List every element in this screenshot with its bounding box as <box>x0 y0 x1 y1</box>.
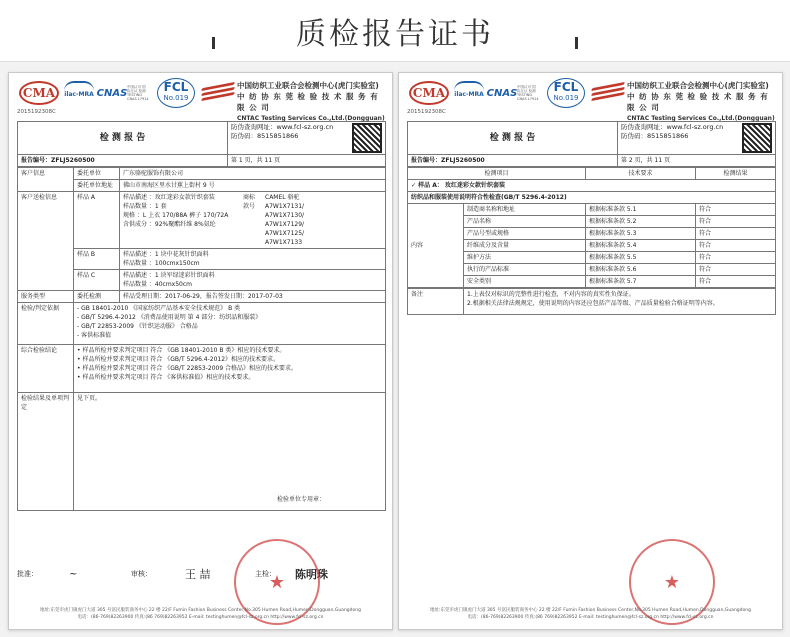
client-value: 广东骆驼服饰有限公司 <box>120 168 386 180</box>
result-value: 符合 <box>696 240 776 252</box>
cert-number: 2015192308C <box>17 109 56 115</box>
result-row <box>408 216 776 228</box>
sample-c-details: 样品描述 ：1 块军绿迷彩针织面料 样品数量 ：40cmx50cm <box>120 270 386 291</box>
cma-logo: CMA <box>19 81 59 105</box>
report-table-2 <box>407 121 776 167</box>
remark-label: 备注 <box>408 289 464 315</box>
remark-table <box>407 288 776 315</box>
result-row <box>408 240 776 252</box>
result-req: 根据标准条款 5.5 <box>586 252 696 264</box>
banner <box>0 0 790 62</box>
result-req: 根据标准条款 5.4 <box>586 240 696 252</box>
report-title: 检 测 报 告 <box>408 122 618 155</box>
seal-label: 检验单位专用章： <box>276 496 325 503</box>
approver-label: 批准： <box>17 570 38 578</box>
page-number: 第 2 页，共 11 页 <box>618 155 776 167</box>
report-page-2 <box>398 72 783 630</box>
result-row <box>408 264 776 276</box>
signature-row <box>17 563 384 585</box>
ilac-logo: ilac-MRA <box>454 81 484 105</box>
cert-number: 2015192308C <box>407 109 446 115</box>
qr-code <box>742 123 772 153</box>
service-value: 委托检测 <box>74 291 120 303</box>
org-name: 中国纺织工业联合会检测中心(虎门实验室) 中 纺 协 东 莞 检 验 技 术 服 务 有 限 公 司 CNTAC Testing Services Co.,Ltd.(Dongguan) <box>237 81 385 122</box>
content-label: 内容 <box>408 204 464 288</box>
stripes-logo <box>591 81 625 105</box>
client-info-label: 客户信息 <box>18 168 74 192</box>
tester-label: 主检： <box>255 570 276 578</box>
result-item: 产品号型或规格 <box>464 228 586 240</box>
cnas-logo: CNAS <box>486 87 518 99</box>
service-label: 服务类型 <box>18 291 74 303</box>
official-stamp: ★ <box>234 539 320 625</box>
report-header-2 <box>399 73 782 121</box>
page-number: 第 1 页，共 11 页 <box>228 155 386 167</box>
reviewer-signature: 王 喆 <box>185 568 211 581</box>
report-table <box>17 121 386 167</box>
fcl-logo: FCL No.019 <box>157 78 195 108</box>
result-row <box>408 228 776 240</box>
dates-value: 样品受理日期：2017-06-29，报告签发日期：2017-07-03 <box>120 291 386 303</box>
result-req: 根据标准条款 5.2 <box>586 216 696 228</box>
org-name: 中国纺织工业联合会检测中心(虎门实验室) 中 纺 协 东 莞 检 验 技 术 服 务 有 限 公 司 CNTAC Testing Services Co.,Ltd.(Dongguan) <box>627 81 775 122</box>
report-number: 报告编号：ZFLJ5260500 <box>18 155 228 167</box>
col-result-header: 检测结果 <box>696 168 776 180</box>
approver-signature: ~ <box>69 568 78 580</box>
result-req: 根据标准条款 5.6 <box>586 264 696 276</box>
reviewer-label: 审核： <box>131 570 152 578</box>
result-value: 符合 <box>696 204 776 216</box>
result-table <box>407 167 776 288</box>
result-item: 执行的产品标准 <box>464 264 586 276</box>
testing-mark: 中国认可 国际互认 检测 TESTING CNAS L7914 <box>517 85 539 101</box>
sample-a-label: 样品 A <box>74 192 120 249</box>
result-value: 符合 <box>696 264 776 276</box>
basis-label: 检验/判定依据 <box>18 303 74 345</box>
result-value: 符合 <box>696 252 776 264</box>
result-cell: 见下页。 检验单位专用章： <box>74 393 386 511</box>
conclusion-label: 综合检验结论 <box>18 345 74 393</box>
result-row <box>408 276 776 288</box>
result-label: 检验结果及单项判定 <box>18 393 74 511</box>
sample-b-details: 样品描述 ：1 块中花灰针织面料 样品数量 ：100cmx150cm <box>120 249 386 270</box>
banner-mark-right <box>575 37 578 49</box>
result-req: 根据标准条款 5.3 <box>586 228 696 240</box>
qr-code <box>352 123 382 153</box>
col-req-header: 技术要求 <box>586 168 696 180</box>
sample-a-details: 样品描述 ：玫红迷彩女款针织套装 样品数量 ：1 套 规格 ：L 上衣 170/88A 裤子 170/72A 含供成分 ：92%聚酯纤维 8%氨纶 商标 款号 CAMEL 骆驼 A7W1X7131/ A7W1X7130/ A7W1X7129/ A7W1X7125/ A7W1X7133 <box>120 192 386 249</box>
report-header <box>9 73 392 121</box>
tester-signature: 陈明珠 <box>295 568 328 581</box>
report-title: 检 测 报 告 <box>18 122 228 155</box>
query-info: 防伪查询网址：www.fcl-sz.org.cn 防伪码：8515851866 <box>618 122 776 155</box>
official-stamp: ★ <box>629 539 715 625</box>
certificate-stage <box>0 62 790 637</box>
client-table <box>17 167 386 511</box>
section-title: 纺织品和服装使用说明符合性检查(GB/T 5296.4-2012) <box>408 192 776 204</box>
result-row <box>408 204 776 216</box>
result-item: 安全类别 <box>464 276 586 288</box>
report-number: 报告编号：ZFLJ5260500 <box>408 155 618 167</box>
sample-info-label: 客户送检信息 <box>18 192 74 291</box>
report-page-1 <box>8 72 393 630</box>
client-label: 委托单位 <box>74 168 120 180</box>
sample-c-label: 样品 C <box>74 270 120 291</box>
testing-mark: 中国认可 国际互认 检测 TESTING CNAS L7914 <box>127 85 149 101</box>
footer: 地址:东莞市虎门镇虎门大道 305 号富民服装商务中心 22 楼 22/F Fumin Fashion Business Center,No.305 Humen Road,Humen,Dongguan,Guangdong 电话：(86-769)82263900 传真:(86 769)82263952 E-mail: testinghumen@fcl-sz.org.cn http://www.fcl-sz.org.cn <box>40 608 361 620</box>
query-info: 防伪查询网址：www.fcl-sz.org.cn 防伪码：8515851866 <box>228 122 386 155</box>
col-item-header: 检测项目 <box>408 168 586 180</box>
result-req: 根据标准条款 5.7 <box>586 276 696 288</box>
result-req: 根据标准条款 5.1 <box>586 204 696 216</box>
footer: 地址:东莞市虎门镇虎门大道 305 号富民服装商务中心 22 楼 22/F Fumin Fashion Business Center,No.305 Humen Road,Humen,Dongguan,Guangdong 电话：(86-769)82263900 传真:(86 769)82263952 E-mail: testinghumen@fcl-sz.org.cn http://www.fcl-sz.org.cn <box>430 608 751 620</box>
client-addr-label: 委托单位地址 <box>74 180 120 192</box>
cma-logo: CMA <box>409 81 449 105</box>
result-item: 产品名称 <box>464 216 586 228</box>
ilac-logo: ilac-MRA <box>64 81 94 105</box>
result-item: 维护方法 <box>464 252 586 264</box>
result-value: 符合 <box>696 228 776 240</box>
remark-text: 1.上表仅对标识的完整性进行检查，不对内容的真实性负保证。 2.根据相关法律法规规定，使用说明的内容还应包括产品等级、产品质量检验合格证明等内容。 <box>464 289 776 315</box>
result-item: 制造商名称和地址 <box>464 204 586 216</box>
result-value: 符合 <box>696 276 776 288</box>
sample-row: ✓ 样品 A： 玫红迷彩女款针织套装 <box>408 180 776 192</box>
banner-title: 质检报告证书 <box>296 17 494 52</box>
basis-list: - GB 18401-2010 《国家纺织产品基本安全技术规范》 B 类 - GB/T 5296.4-2012 《消费品使用说明 第 4 部分：纺织品和服装》 - GB/T 22853-2009 《针织运动服》 合格品 - 客供标准值 <box>74 303 386 345</box>
cnas-logo: CNAS <box>96 87 128 99</box>
client-addr-value: 佛山市南海区里水甘蕉上街村 9 号 <box>120 180 386 192</box>
stripes-logo <box>201 81 235 105</box>
result-item: 纤维成分及含量 <box>464 240 586 252</box>
result-value: 符合 <box>696 216 776 228</box>
conclusion-list: • 样品所检并要求判定项目 符合 《GB 18401-2010 B 类》相应的技术要求。 • 样品所检并要求判定项目 符合 《GB/T 5296.4-2012》相应的技术要求。 • 样品所检并要求判定项目 符合 《GB/T 22853-2009 合格品》相应的技术要求。 • 样品所检并要求判定项目 符合 《客供标准值》相应的技术要求。 <box>74 345 386 393</box>
fcl-logo: FCL No.019 <box>547 78 585 108</box>
sample-b-label: 样品 B <box>74 249 120 270</box>
result-row <box>408 252 776 264</box>
